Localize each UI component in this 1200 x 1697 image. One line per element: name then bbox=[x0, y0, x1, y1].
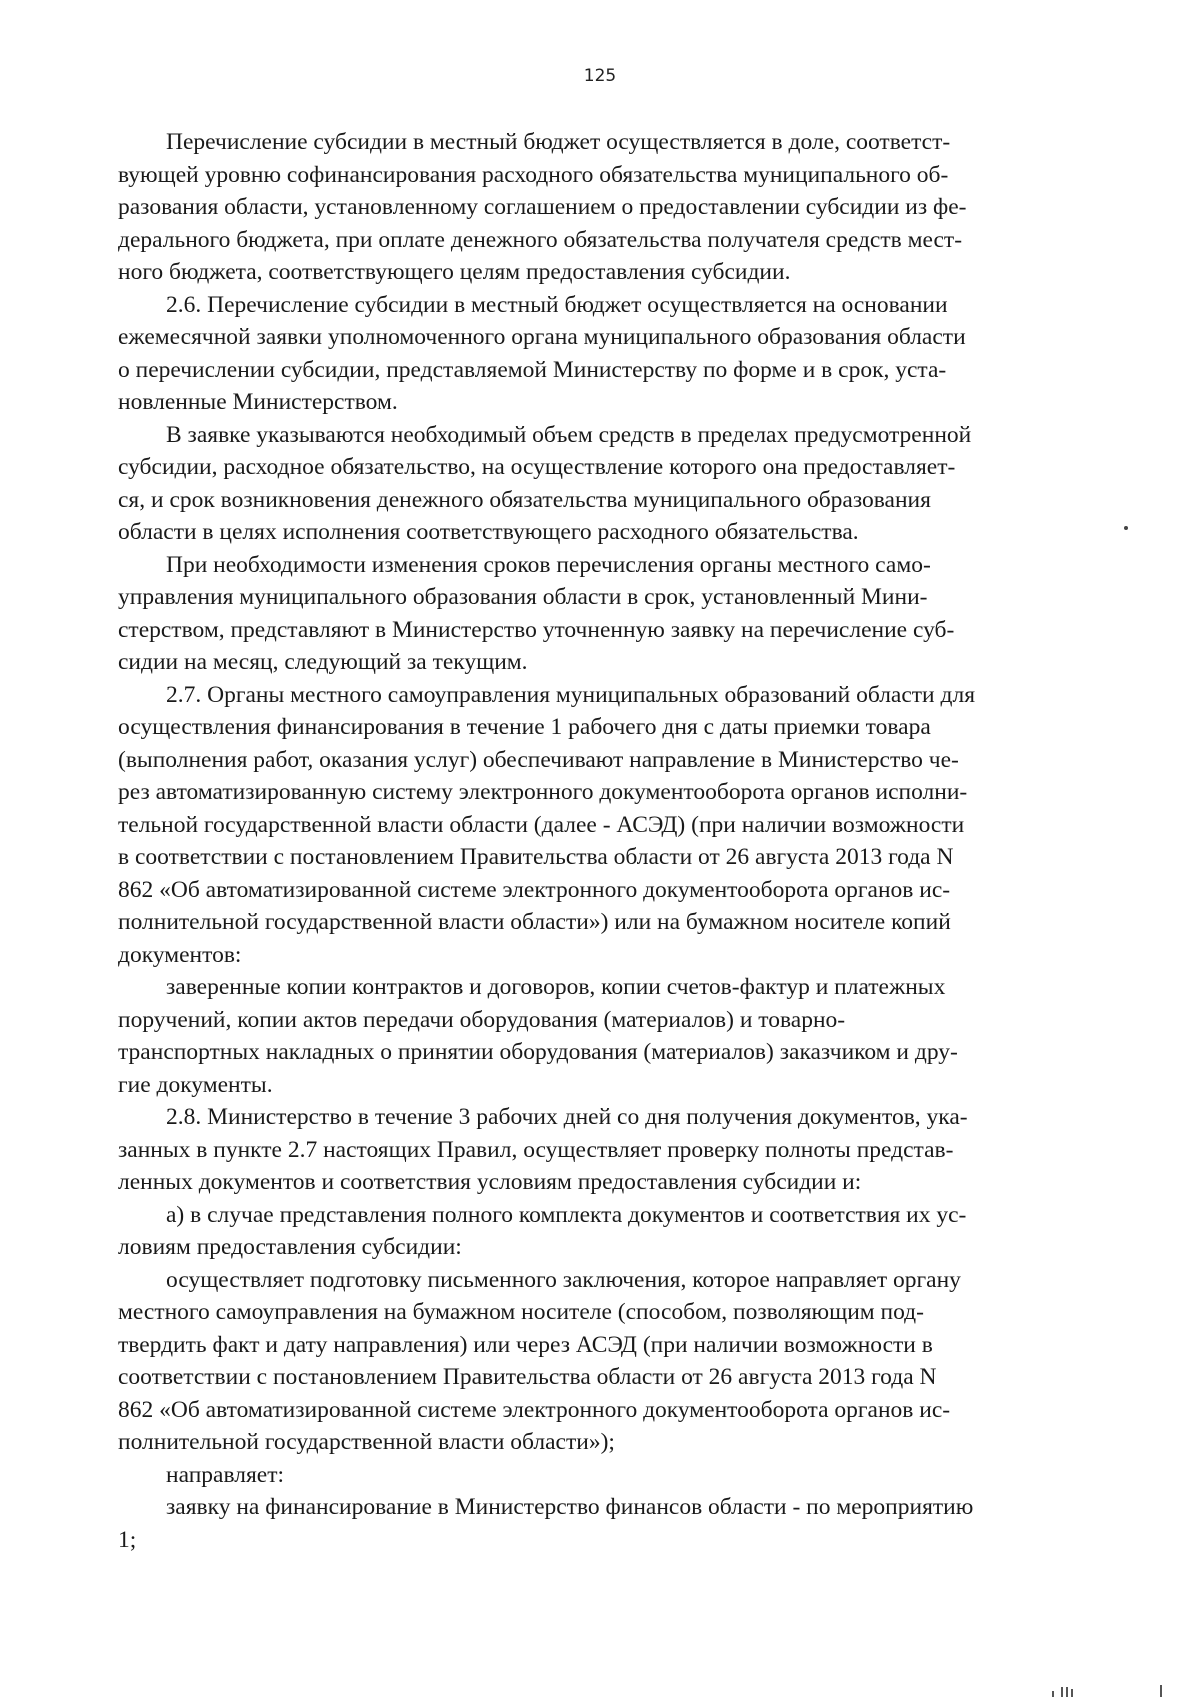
paragraph-2-8: 2.8. Министерство в течение 3 рабочих дней со дня получения документов, ука- занных в пункте 2.7 настоящих Правил, осуществляет проверку полноты представ- ленных документов и соответствия условиям предоставления субсидии и: bbox=[118, 1104, 968, 1195]
paragraph-subsidy-transfer-share: Перечисление субсидии в местный бюджет осуществляется в доле, соответст- вующей уровню софинансирования расходного обязательства муниципального об- разования области, установленному соглашением о предоставлении субсидии из фе- дерального бюджета, при оплате денежного обязательства получателя средств мест- ного бюджета, соответствующего целям предоставления субсидии. bbox=[118, 129, 967, 285]
paragraph-sends: направляет: bbox=[166, 1461, 285, 1488]
scan-edge-marks bbox=[1052, 1684, 1172, 1697]
scan-speck bbox=[1124, 526, 1128, 530]
page-number: 125 bbox=[583, 66, 617, 86]
paragraph-term-change: При необходимости изменения сроков перечисления органы местного само- управления муниципального образования области в срок, установленный Мини- стерством, представляют в Министерство уточненную заявку на перечисление суб- сидии на месяц, следующий за текущим. bbox=[118, 551, 955, 675]
paragraph-certified-copies: заверенные копии контрактов и договоров, копии счетов-фактур и платежных поручений, копии актов передачи оборудования (материалов) и товарно- транспортных накладных о принятии оборудования (материалов) заказчиком и дру- гие документы. bbox=[118, 974, 958, 1098]
paragraph-2-7: 2.7. Органы местного самоуправления муниципальных образований области для осуществления финансирования в течение 1 рабочего дня с даты приемки товара (выполнения работ, оказания услуг) обеспечивают направление в Министерство че- рез автоматизированную систему электронного документооборота органов исполни- тельной государственной власти области (далее - АСЭД) (при наличии возможности в соответствии с постановлением Правительства области от 26 августа 2013 года N 862 «Об автоматизированной системе электронного документооборота органов ис- полнительной государственной власти области») или на бумажном носителе копий документов: bbox=[118, 681, 976, 968]
paragraph-item-a: а) в случае представления полного комплекта документов и соответствия их ус- ловиям предоставления субсидии: bbox=[118, 1201, 967, 1260]
paragraph-application-contents: В заявке указываются необходимый объем средств в пределах предусмотренной субсидии, расходное обязательство, на осуществление которого она предоставляет- ся, и срок возникновения денежного обязательства муниципального образования области в целях исполнения соответствующего расходного обязательства. bbox=[118, 421, 972, 545]
paragraph-written-conclusion: осуществляет подготовку письменного заключения, которое направляет органу местного самоуправления на бумажном носителе (способом, позволяющим под- твердить факт и дату направления) или через АСЭД (при наличии возможности в соответствии с постановлением Правительства области от 26 августа 2013 года N 862 «Об автоматизированной системе электронного документооборота органов ис- полнительной государственной власти области»); bbox=[118, 1266, 961, 1455]
paragraph-2-6: 2.6. Перечисление субсидии в местный бюджет осуществляется на основании ежемесячной заявки уполномоченного органа муниципального образования области о перечислении субсидии, представляемой Министерству по форме и в срок, уста- новленные Министерством. bbox=[118, 291, 966, 415]
document-body bbox=[118, 126, 1143, 1556]
paragraph-finance-application: заявку на финансирование в Министерство финансов области - по мероприятию 1; bbox=[118, 1494, 974, 1553]
